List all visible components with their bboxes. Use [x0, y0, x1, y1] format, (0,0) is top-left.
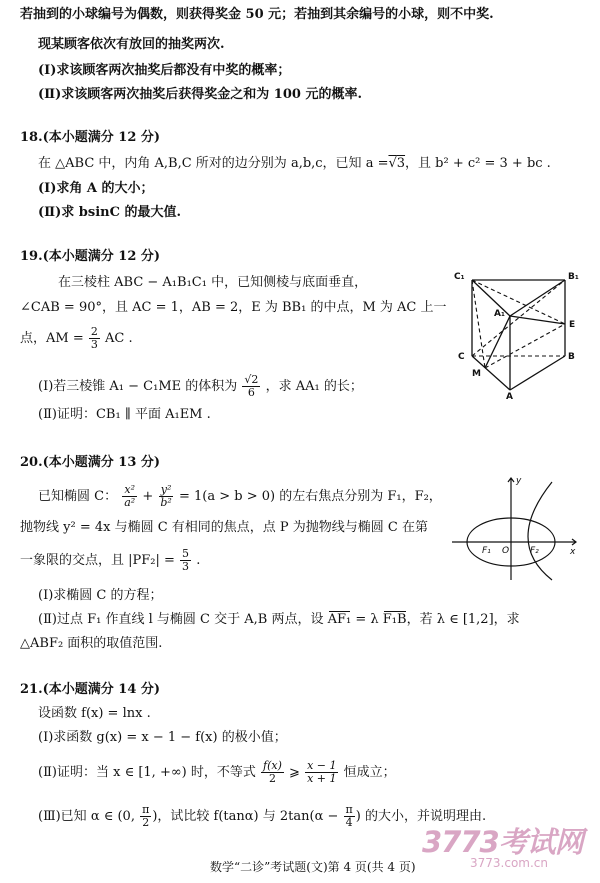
- q19-header: 19.(本小题满分 12 分): [20, 249, 161, 264]
- label-a: A: [506, 392, 513, 400]
- q21-frac-pi-2: $\frac{\pi}{2}$: [142, 803, 150, 829]
- q20-frac-5-3: $\frac{5}{3}$: [182, 547, 190, 573]
- q20-header: 20.(本小题满分 13 分): [20, 455, 161, 470]
- label-o: O: [502, 546, 510, 556]
- q21-part3: (Ⅲ)已知 α ∈ (0, $\frac{\pi}{2}$ )，试比较 f(tanα) 与 2tan(α − $\frac{\pi}{4}$ ) 的大小，并说明理由.: [38, 803, 487, 829]
- page-footer: 数学“二诊”考试题(文)第 4 页(共 4 页): [210, 860, 416, 874]
- q20-line3: 一象限的交点，且 |PF₂| = $\frac{5}{3}$ .: [20, 547, 201, 573]
- q19-frac-sqrt2-6: $\frac{√2}{6}$: [244, 373, 259, 399]
- label-c1: C₁: [454, 272, 465, 282]
- q19-line3: 点，AM = $\frac{2}{3}$ AC .: [20, 325, 133, 351]
- label-y: y: [516, 476, 522, 486]
- q18-sqrt3: √3: [388, 156, 406, 171]
- q21-part1: (Ⅰ)求函数 g(x) = x − 1 − f(x) 的极小值；: [38, 730, 287, 745]
- q20-part2: (Ⅱ)过点 F₁ 作直线 l 与椭圆 C 交于 A,B 两点，设 AF₁ = λ F₁B，若 λ ∈ [1,2]，求: [38, 612, 520, 627]
- label-x: x: [570, 547, 576, 557]
- label-a1: A₁: [494, 309, 505, 319]
- q20-part2-cont: △ABF₂ 面积的取值范围.: [20, 636, 163, 651]
- seg-me-hidden: [485, 324, 565, 368]
- parabola: [528, 482, 552, 580]
- q19-frac-2-3: $\frac{2}{3}$: [90, 325, 98, 351]
- q19-line2: ∠CAB = 90°，且 AC = 1，AB = 2，E 为 BB₁ 的中点，M 为 AC 上一: [20, 300, 447, 315]
- q19-part1: (Ⅰ)若三棱锥 A₁ − C₁ME 的体积为 $\frac{√2}{6}$ ，求 AA₁ 的长；: [38, 373, 363, 399]
- q20-line2: 抛物线 y² = 4x 与椭圆 C 有相同的焦点，点 P 为抛物线与椭圆 C 在第: [20, 520, 429, 535]
- q20-frac-x2-a2: $\frac{\text{x²}}{\text{a²}}$: [124, 483, 136, 509]
- q20-frac-y2-b2: $\frac{\text{y²}}{\text{b²}}$: [160, 483, 172, 509]
- q21-header: 21.(本小题满分 14 分): [20, 682, 161, 697]
- label-f2: F₂: [530, 546, 539, 556]
- q17-part2: (Ⅱ)求该顾客两次抽奖后获得奖金之和为 100 元的概率.: [38, 87, 362, 102]
- q18-line1-c: ，且 b² + c² = 3 + bc .: [405, 156, 551, 171]
- vector-f1b: F₁B: [382, 612, 407, 627]
- label-f1: F₁: [482, 546, 491, 556]
- q19-line1: 在三棱柱 ABC − A₁B₁C₁ 中，已知侧棱与底面垂直，: [58, 275, 368, 290]
- label-b1: B₁: [568, 272, 579, 282]
- label-m: M: [472, 369, 481, 379]
- watermark-logo: 3773考试网: [422, 825, 583, 859]
- q21-line1: 设函数 f(x) = lnx .: [38, 706, 151, 721]
- q21-part2: (Ⅱ)证明：当 x ∈ [1, +∞) 时，不等式 $\frac{f(x)}{2}$ ⩾ $\frac{x - 1}{x + 1}$ 恒成立；: [38, 759, 396, 785]
- edge-ab: [510, 356, 565, 390]
- q21-frac-fx-2: $\frac{f(x)}{2}$: [263, 759, 282, 785]
- q21-frac-pi-4: $\frac{\pi}{4}$: [345, 803, 353, 829]
- ellipse-figure: [452, 474, 582, 582]
- q20-part1: (Ⅰ)求椭圆 C 的方程；: [38, 588, 163, 603]
- label-e: E: [569, 320, 576, 330]
- q19-part2: (Ⅱ)证明：CB₁ ∥ 平面 A₁EM .: [38, 407, 211, 422]
- q18-header: 18.(本小题满分 12 分): [20, 130, 161, 145]
- q18-line1: [38, 155, 551, 173]
- q17-line2: 现某顾客依次有放回的抽奖两次.: [38, 37, 225, 52]
- q20-line1: 已知椭圆 C： $\frac{\text{x²}}{\text{a²}}$ + $\frac{\text{y²}}{\text{b²}}$ = 1(a > b > 0) 的左右焦点分别为 F₁，F₂，: [38, 483, 442, 509]
- q21-frac-x1: $\frac{x - 1}{x + 1}$: [307, 759, 337, 785]
- q18-part2: (Ⅱ)求 bsinC 的最大值.: [38, 205, 181, 220]
- q18-line1-a: 在 △ABC 中，内角 A,B,C 所对的边分别为 a,b,c，已知 a =: [38, 156, 389, 171]
- prism-figure: [450, 268, 585, 400]
- vector-af1: AF₁: [327, 612, 352, 627]
- label-b: B: [568, 352, 575, 362]
- label-c: C: [458, 352, 465, 362]
- watermark-url: 3773.com.cn: [470, 856, 548, 870]
- q17-line1: 若抽到的小球编号为偶数，则获得奖金 50 元；若抽到其余编号的小球，则不中奖.: [20, 7, 494, 22]
- q17-part1: (Ⅰ)求该顾客两次抽奖后都没有中奖的概率；: [38, 63, 291, 78]
- q18-part1: (Ⅰ)求角 A 的大小；: [38, 181, 154, 196]
